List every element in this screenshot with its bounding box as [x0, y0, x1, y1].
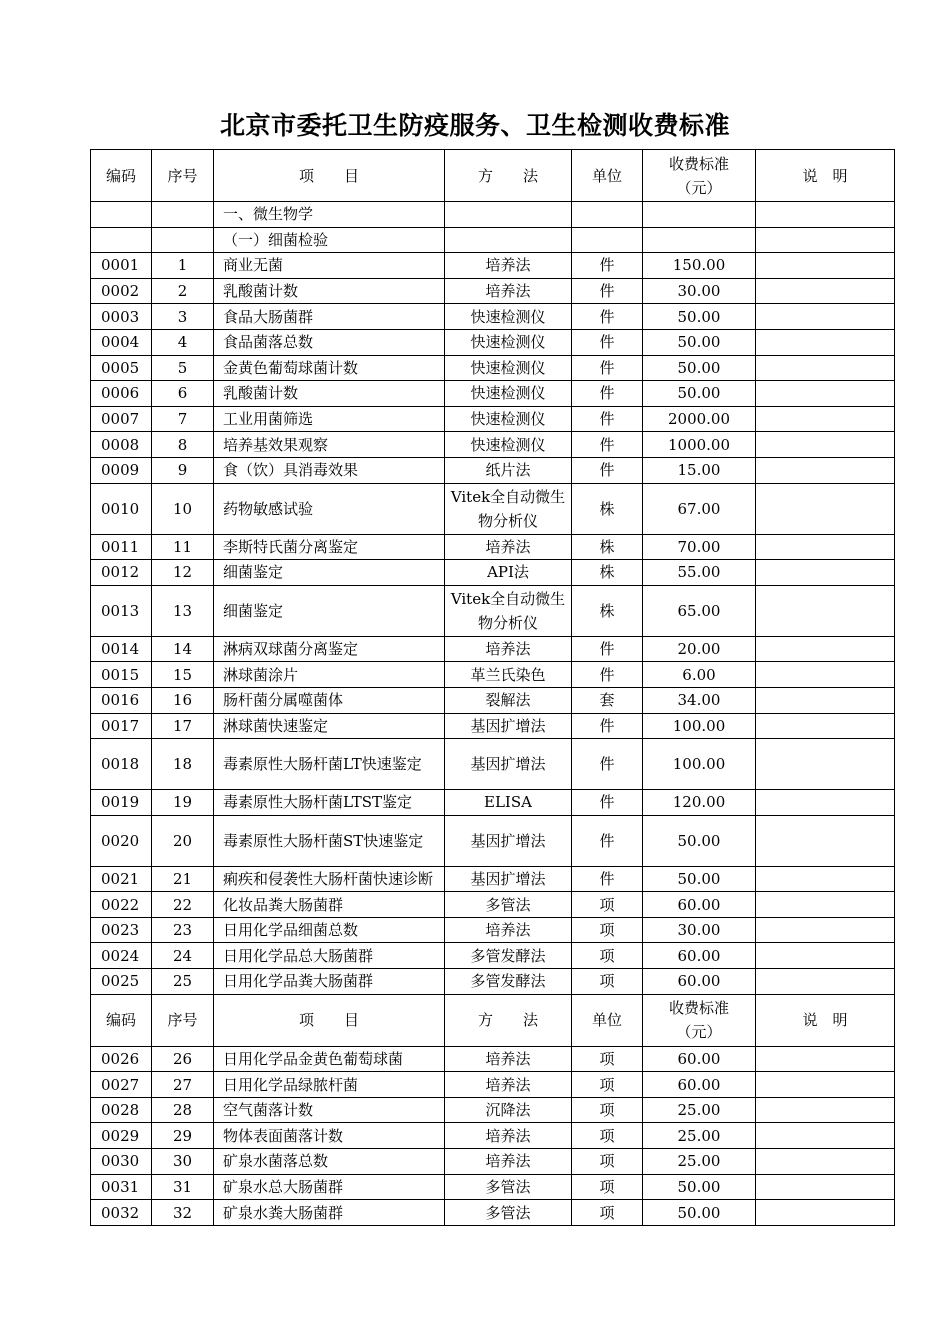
section-row: [91, 227, 895, 253]
cell-unit: 项: [572, 943, 643, 969]
cell-code: 0022: [91, 892, 152, 918]
table-row: [91, 1123, 895, 1149]
cell-fee: 50.00: [643, 815, 756, 866]
header-fee-line2: （元）: [676, 178, 722, 197]
cell-unit: 件: [572, 739, 643, 790]
cell-unit: 株: [572, 483, 643, 534]
table-row: [91, 687, 895, 713]
table-row: [91, 278, 895, 304]
cell-unit: 套: [572, 687, 643, 713]
cell-note: [756, 1046, 895, 1072]
table-row: [91, 1072, 895, 1098]
cell-item: 药物敏感试验: [214, 483, 445, 534]
cell-unit: 项: [572, 1046, 643, 1072]
cell-unit: 件: [572, 406, 643, 432]
header-note: 说 明: [756, 150, 895, 202]
cell-note: [756, 969, 895, 995]
cell-note: [756, 687, 895, 713]
header-code: 编码: [91, 994, 152, 1046]
cell-code: 0018: [91, 739, 152, 790]
cell-seq: 32: [152, 1200, 214, 1226]
cell-seq: 3: [152, 304, 214, 330]
table-row: [91, 381, 895, 407]
cell-fee: 100.00: [643, 739, 756, 790]
section-row: [91, 202, 895, 228]
cell-item: 日用化学品绿脓杆菌: [214, 1072, 445, 1098]
cell-code: 0002: [91, 278, 152, 304]
cell-note: [756, 381, 895, 407]
cell-method: 培养法: [445, 1123, 572, 1149]
header-fee-line1: 收费标准: [668, 154, 729, 173]
table-row: [91, 432, 895, 458]
cell-note: [756, 560, 895, 586]
cell-fee: 150.00: [643, 253, 756, 279]
cell-seq: 2: [152, 278, 214, 304]
cell-item: 细菌鉴定: [214, 560, 445, 586]
cell-seq: 8: [152, 432, 214, 458]
cell-item: 毒素原性大肠杆菌ST快速鉴定: [214, 815, 445, 866]
cell-note: [756, 636, 895, 662]
cell-method: ELISA: [445, 790, 572, 816]
cell-seq: 6: [152, 381, 214, 407]
cell-fee: 120.00: [643, 790, 756, 816]
cell-seq: 23: [152, 917, 214, 943]
cell-unit: 株: [572, 560, 643, 586]
cell-note: [756, 534, 895, 560]
cell-seq: 12: [152, 560, 214, 586]
cell-note: [756, 790, 895, 816]
cell-method: 培养法: [445, 1072, 572, 1098]
cell-unit: 件: [572, 457, 643, 483]
cell-item: 乳酸菌计数: [214, 278, 445, 304]
cell-code: 0026: [91, 1046, 152, 1072]
cell-method: 培养法: [445, 917, 572, 943]
cell-item: 毒素原性大肠杆菌LT快速鉴定: [214, 739, 445, 790]
cell-fee: 6.00: [643, 662, 756, 688]
table-row: [91, 1149, 895, 1175]
cell-code: 0027: [91, 1072, 152, 1098]
cell-seq: 17: [152, 713, 214, 739]
page-title: 北京市委托卫生防疫服务、卫生检测收费标准: [219, 111, 730, 140]
cell-seq: 15: [152, 662, 214, 688]
header-fee-line2: （元）: [676, 1023, 722, 1042]
cell-fee: 67.00: [643, 483, 756, 534]
cell-method: 培养法: [445, 278, 572, 304]
table-row: [91, 713, 895, 739]
cell-code: 0020: [91, 815, 152, 866]
cell-method: 基因扩增法: [445, 739, 572, 790]
cell-method: 基因扩增法: [445, 815, 572, 866]
cell-code: 0023: [91, 917, 152, 943]
cell-item: 化妆品粪大肠菌群: [214, 892, 445, 918]
cell-item: 矿泉水总大肠菌群: [214, 1174, 445, 1200]
cell-item: 空气菌落计数: [214, 1097, 445, 1123]
cell-seq: 31: [152, 1174, 214, 1200]
header-fee: [643, 150, 756, 202]
table-row: [91, 457, 895, 483]
cell-fee: 30.00: [643, 917, 756, 943]
cell-method: 多管法: [445, 1174, 572, 1200]
cell-note: [756, 457, 895, 483]
cell-note: [756, 917, 895, 943]
cell-item: 李斯特氏菌分离鉴定: [214, 534, 445, 560]
cell-fee: 60.00: [643, 892, 756, 918]
cell-fee: 30.00: [643, 278, 756, 304]
cell-code: 0024: [91, 943, 152, 969]
cell-fee: 70.00: [643, 534, 756, 560]
cell-seq: 9: [152, 457, 214, 483]
cell-unit: 件: [572, 355, 643, 381]
cell-method: 沉降法: [445, 1097, 572, 1123]
cell-seq: 18: [152, 739, 214, 790]
table-row: [91, 304, 895, 330]
table-row: [91, 406, 895, 432]
table-row: [91, 534, 895, 560]
cell-item: 痢疾和侵袭性大肠杆菌快速诊断: [214, 866, 445, 892]
cell-note: [756, 1200, 895, 1226]
cell-note: [756, 1097, 895, 1123]
cell-seq: 1: [152, 253, 214, 279]
cell-note: [756, 304, 895, 330]
cell-seq: 11: [152, 534, 214, 560]
cell-code: 0015: [91, 662, 152, 688]
cell-note: [756, 278, 895, 304]
cell-unit: 项: [572, 969, 643, 995]
cell-item: 乳酸菌计数: [214, 381, 445, 407]
cell-note: [756, 253, 895, 279]
table-header-row: [91, 150, 895, 202]
cell-method: API法: [445, 560, 572, 586]
cell-fee: 2000.00: [643, 406, 756, 432]
cell-seq: 30: [152, 1149, 214, 1175]
cell-fee: 25.00: [643, 1097, 756, 1123]
cell-code: 0021: [91, 866, 152, 892]
table-row: [91, 636, 895, 662]
fee-table: [90, 149, 895, 1226]
cell-method: 培养法: [445, 636, 572, 662]
cell-code: 0014: [91, 636, 152, 662]
cell-item: 矿泉水粪大肠菌群: [214, 1200, 445, 1226]
cell-method: 多管法: [445, 1200, 572, 1226]
header-code: 编码: [91, 150, 152, 202]
cell-unit: 件: [572, 304, 643, 330]
cell-item: 日用化学品细菌总数: [214, 917, 445, 943]
cell-seq: 7: [152, 406, 214, 432]
cell-note: [756, 662, 895, 688]
cell-code: 0011: [91, 534, 152, 560]
table-row: [91, 253, 895, 279]
section-title: 一、微生物学: [214, 202, 445, 228]
cell-method: 纸片法: [445, 457, 572, 483]
header-item: 项 目: [214, 150, 445, 202]
cell-fee: 1000.00: [643, 432, 756, 458]
cell-fee: 34.00: [643, 687, 756, 713]
cell-item: 矿泉水菌落总数: [214, 1149, 445, 1175]
cell-note: [756, 432, 895, 458]
cell-method: 快速检测仪: [445, 355, 572, 381]
cell-seq: 10: [152, 483, 214, 534]
cell-item: 培养基效果观察: [214, 432, 445, 458]
cell-fee: 50.00: [643, 304, 756, 330]
header-unit: 单位: [572, 994, 643, 1046]
cell-unit: 件: [572, 636, 643, 662]
cell-note: [756, 1072, 895, 1098]
cell-item: 毒素原性大肠杆菌LTST鉴定: [214, 790, 445, 816]
cell-method: 裂解法: [445, 687, 572, 713]
cell-note: [756, 355, 895, 381]
cell-code: 0031: [91, 1174, 152, 1200]
cell-unit: 件: [572, 329, 643, 355]
cell-note: [756, 815, 895, 866]
header-item: 项 目: [214, 994, 445, 1046]
cell-method: 基因扩增法: [445, 713, 572, 739]
cell-code: 0028: [91, 1097, 152, 1123]
subsection-title: （一）细菌检验: [214, 227, 445, 253]
cell-method: 快速检测仪: [445, 304, 572, 330]
cell-seq: 24: [152, 943, 214, 969]
cell-fee: 50.00: [643, 1200, 756, 1226]
table-row: [91, 355, 895, 381]
cell-fee: 60.00: [643, 1072, 756, 1098]
cell-method: 培养法: [445, 1046, 572, 1072]
cell-note: [756, 866, 895, 892]
cell-seq: 22: [152, 892, 214, 918]
table-row: [91, 560, 895, 586]
cell-fee: 65.00: [643, 585, 756, 636]
cell-seq: 16: [152, 687, 214, 713]
header-fee: [643, 994, 756, 1046]
cell-seq: 28: [152, 1097, 214, 1123]
cell-fee: 25.00: [643, 1123, 756, 1149]
cell-unit: 项: [572, 1097, 643, 1123]
table-row: [91, 815, 895, 866]
cell-item: 日用化学品金黄色葡萄球菌: [214, 1046, 445, 1072]
header-seq: 序号: [152, 994, 214, 1046]
table-row: [91, 1097, 895, 1123]
cell-code: 0012: [91, 560, 152, 586]
table-row: [91, 790, 895, 816]
cell-note: [756, 713, 895, 739]
cell-item: 食品大肠菌群: [214, 304, 445, 330]
cell-item: 日用化学品粪大肠菌群: [214, 969, 445, 995]
cell-fee: 20.00: [643, 636, 756, 662]
table-header-row-repeat: [91, 994, 895, 1046]
cell-unit: 项: [572, 1149, 643, 1175]
cell-item: 细菌鉴定: [214, 585, 445, 636]
cell-unit: 项: [572, 1200, 643, 1226]
cell-code: 0025: [91, 969, 152, 995]
cell-unit: 件: [572, 662, 643, 688]
cell-code: 0007: [91, 406, 152, 432]
cell-unit: 件: [572, 815, 643, 866]
cell-method: 多管发酵法: [445, 943, 572, 969]
table-row: [91, 585, 895, 636]
cell-unit: 件: [572, 381, 643, 407]
cell-note: [756, 1149, 895, 1175]
cell-code: 0032: [91, 1200, 152, 1226]
cell-unit: 件: [572, 866, 643, 892]
cell-seq: 4: [152, 329, 214, 355]
table-row: [91, 739, 895, 790]
cell-code: 0006: [91, 381, 152, 407]
cell-note: [756, 1123, 895, 1149]
table-row: [91, 917, 895, 943]
cell-code: 0029: [91, 1123, 152, 1149]
table-row: [91, 943, 895, 969]
cell-note: [756, 329, 895, 355]
cell-seq: 14: [152, 636, 214, 662]
cell-unit: 株: [572, 534, 643, 560]
cell-note: [756, 943, 895, 969]
header-seq: 序号: [152, 150, 214, 202]
table-row: [91, 969, 895, 995]
cell-code: 0005: [91, 355, 152, 381]
cell-code: 0009: [91, 457, 152, 483]
cell-code: 0008: [91, 432, 152, 458]
cell-fee: 60.00: [643, 1046, 756, 1072]
cell-unit: 件: [572, 432, 643, 458]
cell-note: [756, 406, 895, 432]
header-unit: 单位: [572, 150, 643, 202]
header-method: 方 法: [445, 150, 572, 202]
cell-seq: 25: [152, 969, 214, 995]
table-row: [91, 483, 895, 534]
header-method: 方 法: [445, 994, 572, 1046]
cell-fee: 60.00: [643, 943, 756, 969]
cell-fee: 50.00: [643, 381, 756, 407]
cell-unit: 项: [572, 892, 643, 918]
cell-code: 0003: [91, 304, 152, 330]
cell-item: 肠杆菌分属噬菌体: [214, 687, 445, 713]
cell-item: 淋球菌涂片: [214, 662, 445, 688]
cell-seq: 13: [152, 585, 214, 636]
cell-fee: 50.00: [643, 1174, 756, 1200]
cell-item: 商业无菌: [214, 253, 445, 279]
cell-item: 淋病双球菌分离鉴定: [214, 636, 445, 662]
cell-item: 食（饮）具消毒效果: [214, 457, 445, 483]
cell-unit: 株: [572, 585, 643, 636]
cell-fee: 50.00: [643, 866, 756, 892]
cell-seq: 29: [152, 1123, 214, 1149]
cell-fee: 50.00: [643, 329, 756, 355]
cell-code: 0016: [91, 687, 152, 713]
cell-fee: 15.00: [643, 457, 756, 483]
table-row: [91, 892, 895, 918]
table-row: [91, 1046, 895, 1072]
cell-note: [756, 483, 895, 534]
cell-unit: 项: [572, 1072, 643, 1098]
cell-code: 0013: [91, 585, 152, 636]
cell-item: 淋球菌快速鉴定: [214, 713, 445, 739]
cell-code: 0019: [91, 790, 152, 816]
cell-method: 快速检测仪: [445, 381, 572, 407]
cell-unit: 件: [572, 790, 643, 816]
cell-seq: 26: [152, 1046, 214, 1072]
cell-seq: 5: [152, 355, 214, 381]
cell-fee: 60.00: [643, 969, 756, 995]
table-row: [91, 866, 895, 892]
cell-note: [756, 892, 895, 918]
cell-fee: 25.00: [643, 1149, 756, 1175]
cell-code: 0001: [91, 253, 152, 279]
cell-unit: 项: [572, 1174, 643, 1200]
cell-method: Vitek全自动微生物分析仪: [445, 585, 572, 636]
cell-fee: 50.00: [643, 355, 756, 381]
cell-method: 快速检测仪: [445, 432, 572, 458]
cell-method: 快速检测仪: [445, 329, 572, 355]
cell-code: 0017: [91, 713, 152, 739]
cell-method: 基因扩增法: [445, 866, 572, 892]
cell-note: [756, 1174, 895, 1200]
cell-method: 培养法: [445, 253, 572, 279]
cell-fee: 100.00: [643, 713, 756, 739]
cell-item: 食品菌落总数: [214, 329, 445, 355]
cell-note: [756, 739, 895, 790]
table-row: [91, 329, 895, 355]
cell-method: 培养法: [445, 534, 572, 560]
cell-item: 物体表面菌落计数: [214, 1123, 445, 1149]
cell-unit: 项: [572, 917, 643, 943]
cell-note: [756, 585, 895, 636]
cell-code: 0030: [91, 1149, 152, 1175]
cell-method: 革兰氏染色: [445, 662, 572, 688]
cell-seq: 20: [152, 815, 214, 866]
cell-method: Vitek全自动微生物分析仪: [445, 483, 572, 534]
cell-method: 多管发酵法: [445, 969, 572, 995]
cell-code: 0004: [91, 329, 152, 355]
cell-item: 工业用菌筛选: [214, 406, 445, 432]
cell-fee: 55.00: [643, 560, 756, 586]
table-row: [91, 662, 895, 688]
cell-unit: 项: [572, 1123, 643, 1149]
cell-seq: 21: [152, 866, 214, 892]
header-note: 说 明: [756, 994, 895, 1046]
fee-table-body: [91, 150, 895, 1226]
cell-method: 多管法: [445, 892, 572, 918]
cell-unit: 件: [572, 713, 643, 739]
cell-unit: 件: [572, 253, 643, 279]
cell-seq: 19: [152, 790, 214, 816]
cell-method: 快速检测仪: [445, 406, 572, 432]
cell-item: 日用化学品总大肠菌群: [214, 943, 445, 969]
table-row: [91, 1200, 895, 1226]
cell-seq: 27: [152, 1072, 214, 1098]
cell-unit: 件: [572, 278, 643, 304]
cell-method: 培养法: [445, 1149, 572, 1175]
header-fee-line1: 收费标准: [668, 999, 729, 1018]
cell-item: 金黄色葡萄球菌计数: [214, 355, 445, 381]
cell-code: 0010: [91, 483, 152, 534]
table-row: [91, 1174, 895, 1200]
